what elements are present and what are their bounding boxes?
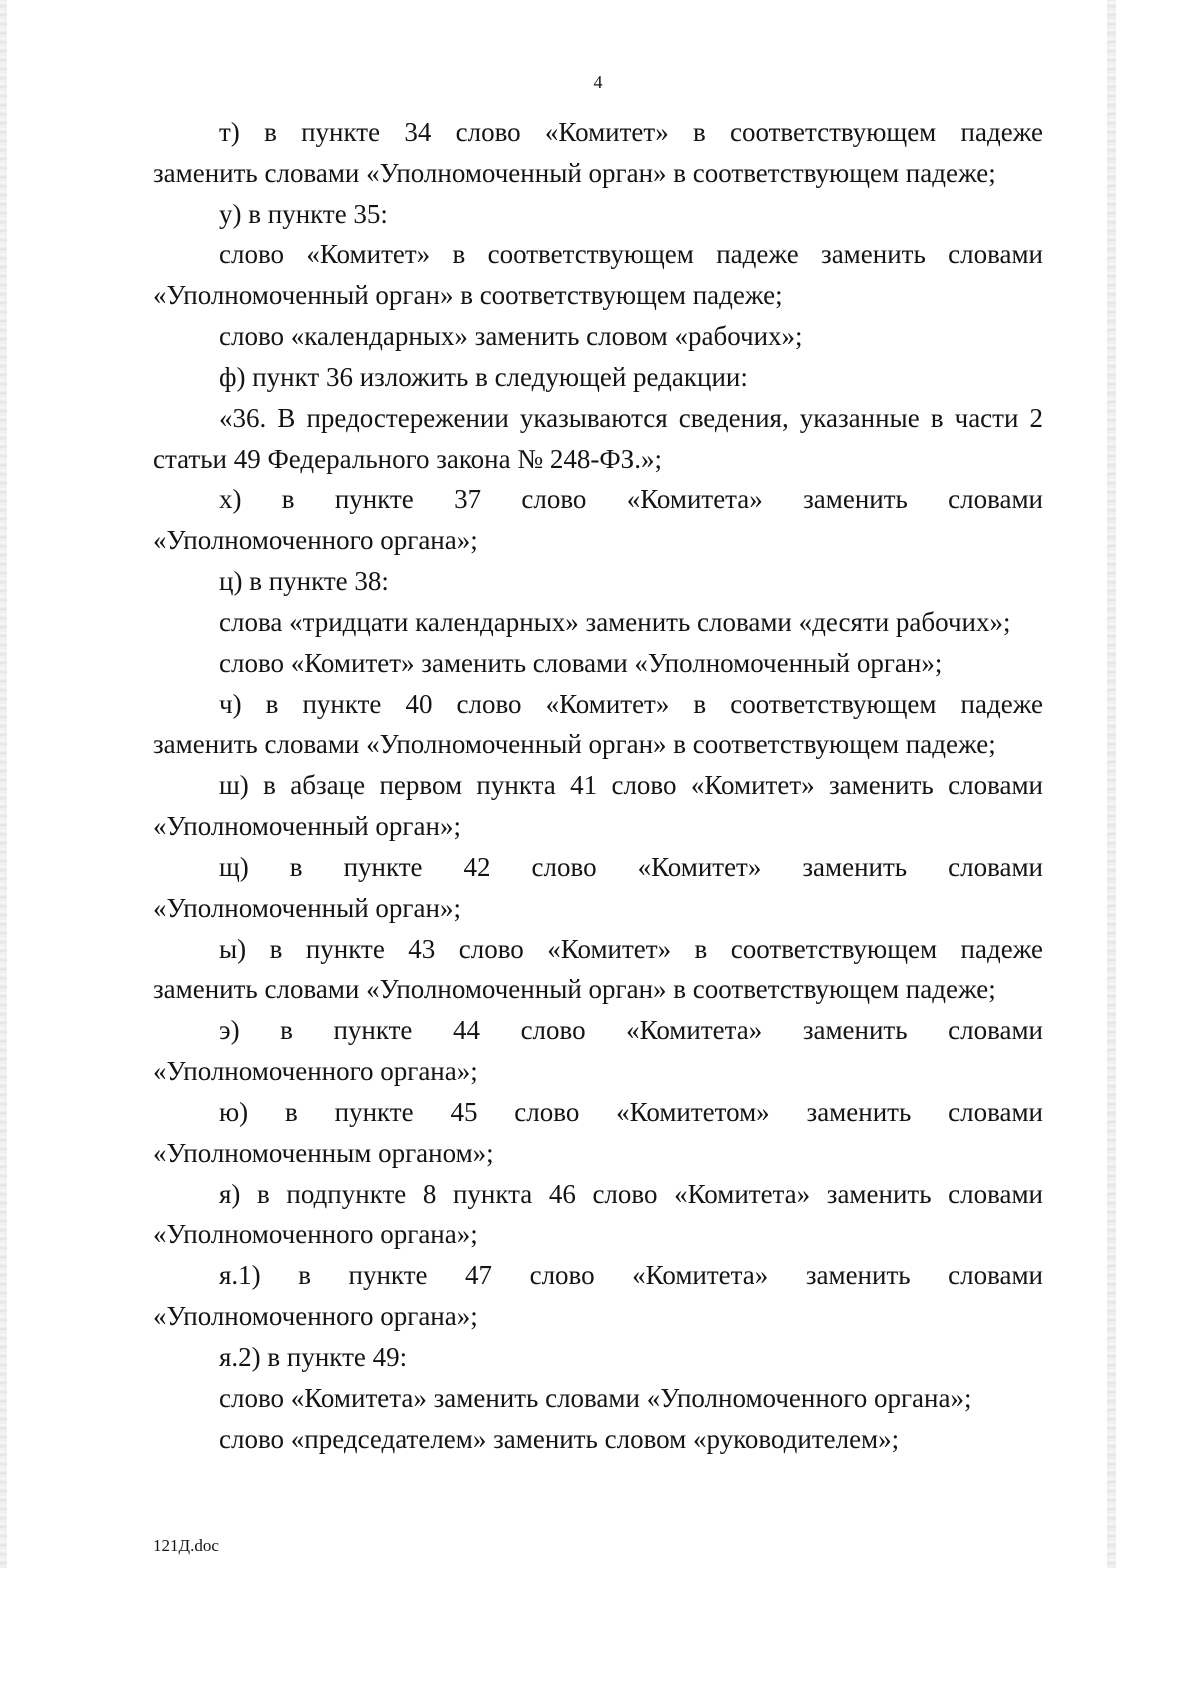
text-line: я.2) в пункте 49: — [219, 1341, 408, 1372]
text-line: ю) в пункте 45 слово «Комитетом» заменить словами — [219, 1096, 1043, 1127]
text-line: «Уполномоченным органом»; — [153, 1137, 494, 1168]
text-line: ш) в абзаце первом пункта 41 слово «Комитет» заменить словами — [219, 770, 1043, 801]
text-line: я) в подпункте 8 пункта 46 слово «Комитета» заменить словами — [219, 1178, 1043, 1209]
scan-edge-right — [1107, 0, 1116, 1568]
text-line: «Уполномоченный орган»; — [153, 892, 461, 923]
text-line: заменить словами «Уполномоченный орган» в соответствующем падеже; — [153, 974, 996, 1005]
text-line: ч) в пункте 40 слово «Комитет» в соответствующем падеже — [219, 688, 1043, 719]
text-line: заменить словами «Уполномоченный орган» в соответствующем падеже; — [153, 729, 996, 760]
text-line: ф) пункт 36 изложить в следующей редакции: — [219, 361, 748, 392]
text-line: слово «календарных» заменить словом «рабочих»; — [219, 321, 803, 352]
text-line: слово «Комитет» в соответствующем падеже заменить словами — [219, 239, 1043, 270]
text-line: ы) в пункте 43 слово «Комитет» в соответствующем падеже — [219, 933, 1043, 964]
text-line: х) в пункте 37 слово «Комитета» заменить словами — [219, 484, 1043, 515]
text-line: слово «Комитет» заменить словами «Уполномоченный орган»; — [219, 647, 943, 678]
text-line: я.1) в пункте 47 слово «Комитета» заменить словами — [219, 1260, 1043, 1291]
text-line: слово «Комитета» заменить словами «Уполномоченного органа»; — [219, 1382, 972, 1413]
text-line: «Уполномоченного органа»; — [153, 1056, 478, 1087]
text-line: т) в пункте 34 слово «Комитет» в соответствующем падеже — [219, 117, 1043, 147]
text-line: заменить словами «Уполномоченный орган» в соответствующем падеже; — [153, 157, 996, 188]
text-line: статьи 49 Федерального закона № 248-ФЗ.»; — [153, 443, 662, 474]
text-line: слова «тридцати календарных» заменить словами «десяти рабочих»; — [219, 606, 1011, 637]
text-line: «Уполномоченный орган»; — [153, 811, 461, 842]
scan-edge-left — [0, 0, 7, 1568]
text-line: «36. В предостережении указываются сведения, указанные в части 2 — [219, 402, 1043, 433]
text-line: «Уполномоченного органа»; — [153, 1301, 478, 1332]
text-line: щ) в пункте 42 слово «Комитет» заменить словами — [219, 851, 1043, 882]
footer-file-label: 121Д.doc — [153, 1536, 219, 1555]
text-line: э) в пункте 44 слово «Комитета» заменить словами — [219, 1015, 1043, 1046]
text-line: «Уполномоченного органа»; — [153, 1219, 478, 1250]
document-body — [153, 112, 1043, 1459]
page-number: 4 — [593, 72, 603, 92]
text-line: ц) в пункте 38: — [219, 566, 389, 597]
text-line: у) в пункте 35: — [219, 198, 388, 229]
text-line: слово «председателем» заменить словом «руководителем»; — [219, 1423, 900, 1454]
text-line: «Уполномоченного органа»; — [153, 525, 478, 556]
text-line: «Уполномоченный орган» в соответствующем падеже; — [153, 280, 783, 311]
